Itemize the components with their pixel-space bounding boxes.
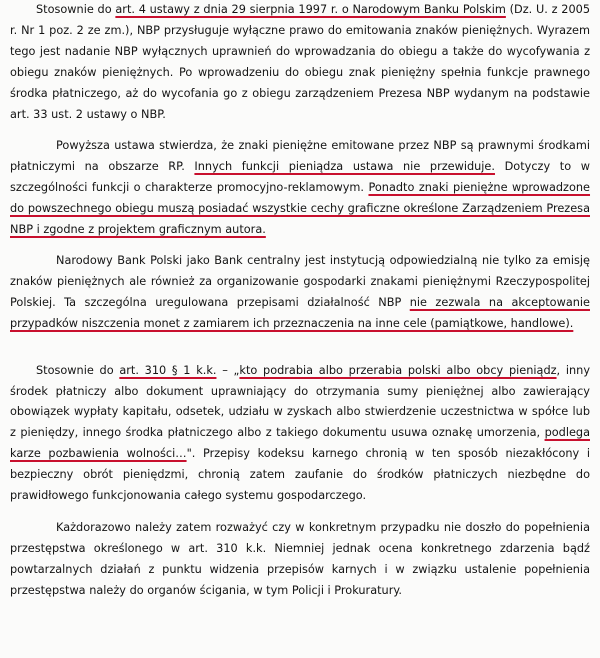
body-text: Stosownie do bbox=[36, 363, 120, 377]
underlined-text: art. 4 ustawy z dnia 29 sierpnia 1997 r. o Narodowym Banku Polskim bbox=[115, 3, 506, 16]
underlined-text: kto podrabia albo przerabia polski albo obcy pieniądz bbox=[239, 363, 557, 377]
underlined-text: Innych funkcji pieniądza ustawa nie przewiduje. bbox=[194, 160, 495, 174]
paragraph-nbp-law bbox=[10, 0, 590, 125]
body-text: Każdorazowo należy zatem rozważyć czy w konkretnym przypadku nie doszło do popełnienia przestępstwa określonego w art. 310 k.k. Niemniej jednak ocena konkretnego zdarzenia bądź powtarzalnych działań z punktu widzenia przepisów karnych i w związku ustalenie popełnienia przestępstwa należy do organów ścigania, w tym Policji i Prokuratury. bbox=[10, 520, 590, 597]
underlined-text: nie zezwala na akceptowanie przypadków niszczenia monet z zamiarem ich przeznaczenia na inne cele (pamiątkowe, handlowe). bbox=[10, 295, 590, 330]
body-text: , inny środek płatniczy albo dokument uprawniający do otrzymania sumy pieniężnej albo zawierający obowiązek wypłaty kapitału, odsetek, udziału w zyskach albo stwierdzenie uczestnictwa w spółce lub z pieniędzy, innego środka płatniczego albo z takiego dokumentu usuwa oznakę umorzenia, bbox=[10, 363, 591, 440]
underlined-text: Ponadto znaki pieniężne wprowadzone do powszechnego obiegu muszą posiadać wszystkie cechy graficzne określone Zarządzeniem Prezesa NBP i zgodne z projektem graficznym autora. bbox=[10, 181, 591, 237]
paragraph-central-bank bbox=[10, 251, 590, 335]
underlined-text: podlega karze pozbawienia wolności… bbox=[10, 426, 590, 461]
body-text: Dotyczy to w szczególności funkcji o charakterze promocyjno-reklamowym. bbox=[10, 160, 590, 195]
body-text: (Dz. U. z 2005 r. Nr 1 poz. 2 ze zm.), NBP przysługuje wyłączne prawo do emitowania znaków pieniężnych. Wyrazem tego jest nadanie NBP wyłącznych uprawnień do wprowadzania do obiegu a także do wycofywania z obiegu znaków pieniężnych. Po wprowadzeniu do obiegu znak pieniężny spełnia funkcje prawnego środka płatniczego, aż do wycofania go z obiegu zarządzeniem Prezesa NBP wydanym na podstawie art. 33 ust. 2 ustawy o NBP. bbox=[10, 3, 591, 121]
paragraph-law-enforcement bbox=[10, 518, 590, 602]
body-text: Powyższa ustawa stwierdza, że znaki pieniężne emitowane przez NBP są prawnymi środkami płatniczymi na obszarze RP. bbox=[10, 139, 590, 174]
body-text: Narodowy Bank Polski jako Bank centralny jest instytucją odpowiedzialną nie tylko za emisję znaków pieniężnych ale również za organizowanie gospodarki znakami pieniężnymi Rzeczypospolitej Polskiej. Ta szczególna uregulowana przepisami działalność NBP bbox=[10, 253, 590, 309]
body-text: Stosownie do bbox=[36, 3, 116, 16]
body-text: ". Przepisy kodeksu karnego chronią w ten sposób niezakłócony i bezpieczny obrót pieniędzmi, chronią zatem zaufanie do środków płatniczych niezbędne do prawidłowego funkcjonowania całego systemu gospodarczego. bbox=[10, 447, 590, 503]
body-text: – „ bbox=[216, 363, 240, 377]
underlined-text: art. 310 § 1 k.k. bbox=[119, 363, 217, 377]
paragraph-legal-tender bbox=[10, 136, 590, 241]
paragraph-criminal-code bbox=[10, 361, 590, 507]
